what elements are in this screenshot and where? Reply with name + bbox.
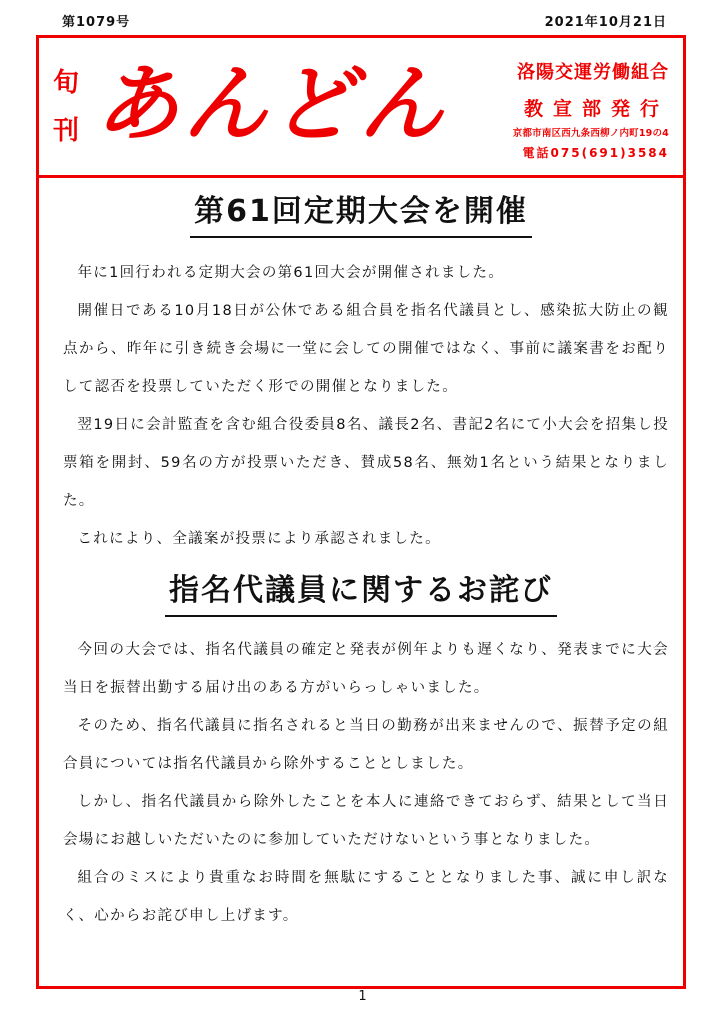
- paragraph: 組合のミスにより貴重なお時間を無駄にすることとなりました事、誠に申し訳なく、心からお詫び申し上げます。: [63, 870, 669, 924]
- union-name: 洛陽交運労働組合: [517, 62, 669, 83]
- masthead-label-top: 旬: [53, 68, 80, 98]
- section-heading-convention: [39, 186, 683, 238]
- section-body-convention: [63, 254, 669, 558]
- paragraph: そのため、指名代議員に指名されると当日の勤務が出来ませんので、振替予定の組合員については指名代議員から除外することとしました。: [63, 718, 669, 772]
- publisher-info: [513, 58, 669, 161]
- issue-number: 第1079号: [62, 15, 131, 30]
- page-number: 1: [358, 989, 367, 1004]
- paragraph: 今回の大会では、指名代議員の確定と発表が例年よりも遅くなり、発表までに大会当日を振替出勤する届け出のある方がいらっしゃいました。: [63, 642, 669, 696]
- paragraph: 翌19日に会計監査を含む組合役委員8名、議長2名、書記2名にて小大会を招集し投票箱を開封、59名の方が投票いただき、賛成58名、無効1名という結果となりました。: [63, 417, 669, 509]
- issue-date: 2021年10月21日: [544, 15, 667, 30]
- paragraph: 開催日である10月18日が公休である組合員を指名代議員とし、感染拡大防止の観点から、昨年に引き続き会場に一堂に会しての開催ではなく、事前に議案書をお配りして認否を投票していただく形での開催となりました。: [63, 303, 669, 395]
- newsletter-title-logo: あんどん: [95, 54, 448, 153]
- paragraph: 年に1回行われる定期大会の第61回大会が開催されました。: [77, 265, 505, 281]
- union-phone: 電話075(691)3584: [522, 146, 669, 160]
- paragraph: しかし、指名代議員から除外したことを本人に連絡できておらず、結果として当日会場にお越しいただいたのに参加していただけないという事となりました。: [63, 794, 669, 848]
- paragraph: これにより、全議案が投票により承認されました。: [77, 531, 441, 547]
- department-name: 教宣部発行: [523, 98, 669, 120]
- section-heading-apology: [39, 565, 683, 617]
- heading-text: 第61回定期大会を開催: [190, 186, 532, 238]
- masthead: [39, 38, 683, 178]
- masthead-label-bottom: 刊: [53, 116, 80, 146]
- union-address: 京都市南区西九条西柳ノ内町19の4: [512, 128, 669, 139]
- heading-text: 指名代議員に関するお詫び: [165, 565, 557, 617]
- newsletter-frame: [36, 35, 686, 989]
- section-body-apology: [63, 631, 669, 935]
